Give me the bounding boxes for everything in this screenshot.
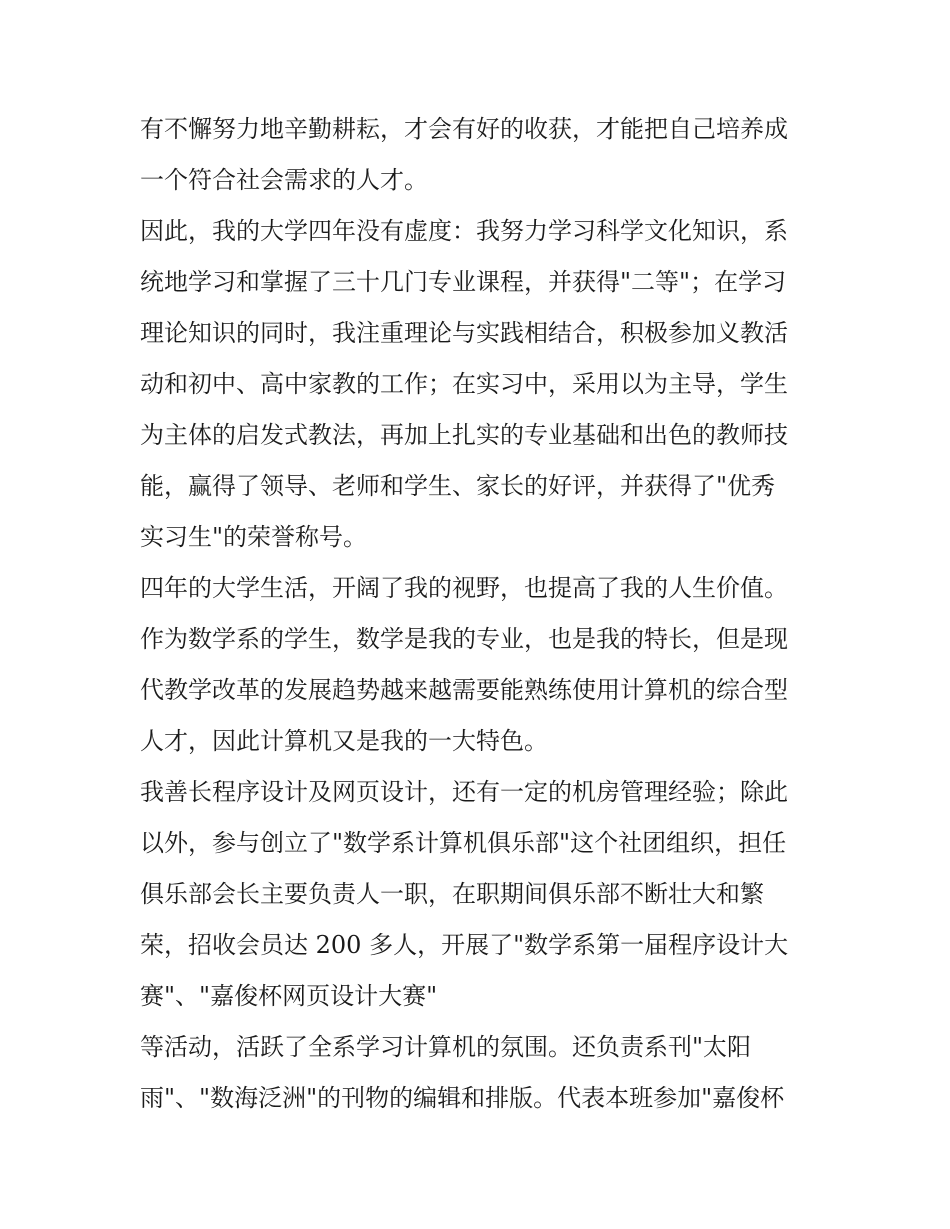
text-line: 统地学习和掌握了三十几门专业课程，并获得"二等"；在学习 xyxy=(140,268,787,296)
text-line: 作为数学系的学生，数学是我的专业，也是我的特长，但是现 xyxy=(140,625,788,653)
text-line: 为主体的启发式教法，再加上扎实的专业基础和出色的教师技 xyxy=(140,421,788,449)
text-line: 赛"、"嘉俊杯网页设计大赛" xyxy=(140,982,438,1010)
text-line: 四年的大学生活，开阔了我的视野，也提高了我的人生价值。 xyxy=(140,574,788,602)
paragraph-2 xyxy=(140,206,820,563)
text-line: 能，赢得了领导、老师和学生、家长的好评，并获得了"优秀 xyxy=(140,472,776,500)
text-line: 理论知识的同时，我注重理论与实践相结合，积极参加义教活 xyxy=(140,319,788,347)
text-line: 俱乐部会长主要负责人一职，在职期间俱乐部不断壮大和繁 xyxy=(140,880,764,908)
text-line: 有不懈努力地辛勤耕耘，才会有好的收获，才能把自己培养成 xyxy=(140,115,788,143)
paragraph-5 xyxy=(140,1022,820,1124)
text-line: 以外，参与创立了"数学系计算机俱乐部"这个社团组织，担任 xyxy=(140,829,787,857)
text-line: 实习生"的荣誉称号。 xyxy=(140,523,368,551)
paragraph-3 xyxy=(140,563,820,767)
text-line: 代教学改革的发展趋势越来越需要能熟练使用计算机的综合型 xyxy=(140,676,788,704)
body-text xyxy=(140,104,820,1124)
text-line: 我善长程序设计及网页设计，还有一定的机房管理经验；除此 xyxy=(140,778,788,806)
text-line: 雨"、"数海泛洲"的刊物的编辑和排版。代表本班参加"嘉俊杯 xyxy=(140,1084,785,1112)
text-line: 等活动，活跃了全系学习计算机的氛围。还负责系刊"太阳 xyxy=(140,1033,752,1061)
text-line: 一个符合社会需求的人才。 xyxy=(140,166,428,194)
paragraph-1 xyxy=(140,104,820,206)
text-line: 因此，我的大学四年没有虚度：我努力学习科学文化知识，系 xyxy=(140,217,788,245)
text-line: 人才，因此计算机又是我的一大特色。 xyxy=(140,727,548,755)
text-line: 荣，招收会员达 200 多人，开展了"数学系第一届程序设计大 xyxy=(140,931,789,959)
text-line: 动和初中、高中家教的工作；在实习中，采用以为主导，学生 xyxy=(140,370,788,398)
paragraph-4 xyxy=(140,767,820,1022)
